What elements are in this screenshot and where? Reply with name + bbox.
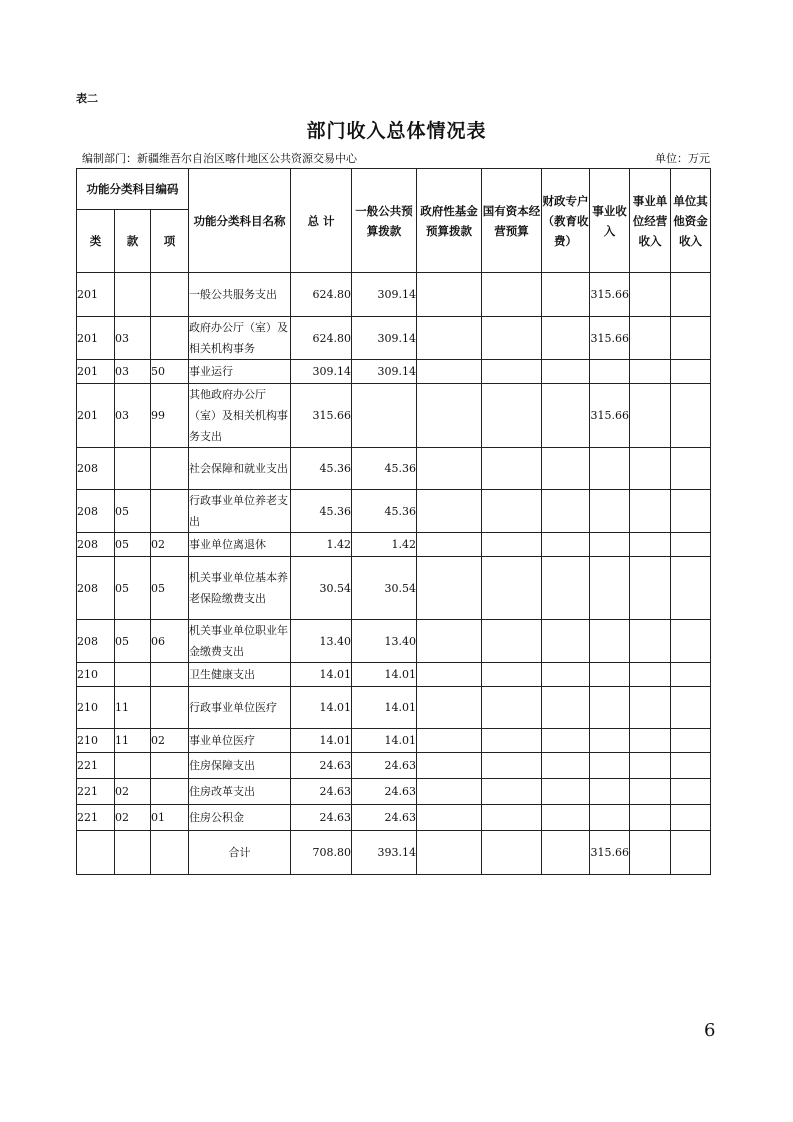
cell-fiscal-special [542,384,590,448]
cell-other-income [671,620,711,663]
cell-business-income [590,620,630,663]
cell-fiscal-special [542,620,590,663]
header-general-budget: 一般公共预算拨款 [352,169,417,273]
cell-total: 30.54 [291,557,352,620]
cell-kuan [115,663,151,687]
header-func-code: 功能分类科目编码 [77,169,189,210]
cell-unit-operating [630,317,671,360]
cell-func-name: 事业运行 [189,360,291,384]
cell-state-capital [482,729,542,753]
cell-lei: 221 [77,753,115,779]
cell-gov-fund [417,687,482,729]
cell-func-name: 卫生健康支出 [189,663,291,687]
table-row [77,490,711,533]
cell-kuan: 05 [115,490,151,533]
cell-total: 624.80 [291,317,352,360]
cell-unit-operating [630,620,671,663]
cell-state-capital [482,557,542,620]
cell-unit-operating [630,753,671,779]
cell-fiscal-special [542,687,590,729]
cell-kuan: 03 [115,360,151,384]
cell-func-name: 社会保障和就业支出 [189,448,291,490]
cell-gov-fund [417,448,482,490]
cell-lei: 208 [77,620,115,663]
table-row [77,317,711,360]
table-row [77,687,711,729]
cell-func-name: 住房公积金 [189,805,291,831]
cell-general-budget [352,384,417,448]
cell-other-income [671,729,711,753]
income-table [76,168,711,875]
cell-kuan [115,831,151,875]
cell-state-capital [482,533,542,557]
cell-business-income [590,557,630,620]
cell-xiang: 01 [151,805,189,831]
header-state-capital: 国有资本经营预算 [482,169,542,273]
cell-other-income [671,805,711,831]
page-title: 部门收入总体情况表 [306,120,487,142]
cell-xiang [151,317,189,360]
cell-xiang: 50 [151,360,189,384]
cell-general-budget: 14.01 [352,663,417,687]
header-total: 总 计 [291,169,352,273]
cell-fiscal-special [542,317,590,360]
cell-kuan: 05 [115,620,151,663]
cell-unit-operating [630,384,671,448]
cell-total: 309.14 [291,360,352,384]
cell-business-income: 315.66 [590,384,630,448]
table-row [77,533,711,557]
cell-gov-fund [417,805,482,831]
cell-other-income [671,557,711,620]
table-row [77,448,711,490]
cell-kuan: 03 [115,384,151,448]
cell-gov-fund [417,779,482,805]
cell-fiscal-special [542,753,590,779]
cell-xiang [151,687,189,729]
cell-fiscal-special [542,831,590,875]
cell-xiang [151,753,189,779]
cell-total: 14.01 [291,663,352,687]
cell-xiang: 06 [151,620,189,663]
cell-total: 13.40 [291,620,352,663]
cell-unit-operating [630,360,671,384]
header-unit-operating: 事业单位经营收入 [630,169,671,273]
cell-gov-fund [417,663,482,687]
cell-business-income [590,448,630,490]
cell-total: 45.36 [291,490,352,533]
cell-lei: 201 [77,317,115,360]
header-kuan: 款 [115,210,151,273]
table-row [77,360,711,384]
cell-total: 14.01 [291,729,352,753]
cell-xiang [151,448,189,490]
cell-unit-operating [630,663,671,687]
cell-fiscal-special [542,663,590,687]
cell-state-capital [482,753,542,779]
cell-business-income [590,779,630,805]
cell-other-income [671,317,711,360]
cell-general-budget: 309.14 [352,360,417,384]
cell-general-budget: 24.63 [352,779,417,805]
cell-xiang: 05 [151,557,189,620]
cell-gov-fund [417,753,482,779]
cell-general-budget: 14.01 [352,687,417,729]
cell-func-name: 机关事业单位基本养老保险缴费支出 [189,557,291,620]
cell-other-income [671,753,711,779]
cell-state-capital [482,805,542,831]
cell-business-income [590,533,630,557]
table-row [77,753,711,779]
cell-other-income [671,779,711,805]
cell-state-capital [482,448,542,490]
total-business-income: 315.66 [590,831,630,875]
cell-fiscal-special [542,448,590,490]
header-fiscal-special: 财政专户（教育收费） [542,169,590,273]
cell-business-income [590,360,630,384]
cell-kuan: 02 [115,779,151,805]
cell-fiscal-special [542,729,590,753]
cell-other-income [671,663,711,687]
cell-lei: 201 [77,360,115,384]
total-label: 合计 [189,831,291,875]
cell-total: 24.63 [291,805,352,831]
cell-state-capital [482,831,542,875]
cell-xiang [151,273,189,317]
cell-unit-operating [630,533,671,557]
cell-func-name: 行政事业单位医疗 [189,687,291,729]
unit-label: 单位：万元 [655,152,710,165]
cell-fiscal-special [542,360,590,384]
table-row [77,557,711,620]
cell-kuan: 03 [115,317,151,360]
cell-business-income [590,687,630,729]
cell-total: 1.42 [291,533,352,557]
cell-unit-operating [630,729,671,753]
table-row [77,663,711,687]
cell-fiscal-special [542,273,590,317]
cell-xiang: 02 [151,729,189,753]
cell-general-budget: 24.63 [352,753,417,779]
cell-func-name: 住房保障支出 [189,753,291,779]
cell-fiscal-special [542,490,590,533]
department-label: 编制部门：新疆维吾尔自治区喀什地区公共资源交易中心 [82,152,357,165]
cell-gov-fund [417,317,482,360]
cell-gov-fund [417,360,482,384]
cell-fiscal-special [542,805,590,831]
cell-general-budget: 24.63 [352,805,417,831]
cell-lei: 221 [77,805,115,831]
cell-fiscal-special [542,779,590,805]
cell-other-income [671,273,711,317]
cell-lei [77,831,115,875]
cell-fiscal-special [542,557,590,620]
cell-state-capital [482,663,542,687]
cell-func-name: 机关事业单位职业年金缴费支出 [189,620,291,663]
cell-general-budget: 13.40 [352,620,417,663]
cell-general-budget: 1.42 [352,533,417,557]
cell-total: 24.63 [291,779,352,805]
cell-state-capital [482,384,542,448]
cell-other-income [671,384,711,448]
table-row [77,620,711,663]
cell-lei: 221 [77,779,115,805]
header-xiang: 项 [151,210,189,273]
cell-other-income [671,448,711,490]
cell-xiang [151,490,189,533]
cell-func-name: 政府办公厅（室）及相关机构事务 [189,317,291,360]
cell-lei: 210 [77,687,115,729]
cell-other-income [671,533,711,557]
cell-func-name: 其他政府办公厅（室）及相关机构事务支出 [189,384,291,448]
cell-general-budget: 309.14 [352,273,417,317]
cell-unit-operating [630,687,671,729]
header-gov-fund: 政府性基金预算拨款 [417,169,482,273]
cell-other-income [671,490,711,533]
cell-lei: 208 [77,448,115,490]
cell-lei: 208 [77,533,115,557]
cell-total: 45.36 [291,448,352,490]
cell-state-capital [482,273,542,317]
cell-total: 315.66 [291,384,352,448]
cell-func-name: 事业单位离退休 [189,533,291,557]
header-lei: 类 [77,210,115,273]
page-number: 6 [704,1020,716,1041]
cell-state-capital [482,687,542,729]
cell-func-name: 行政事业单位养老支出 [189,490,291,533]
cell-kuan: 05 [115,533,151,557]
cell-func-name: 住房改革支出 [189,779,291,805]
cell-general-budget: 45.36 [352,490,417,533]
cell-total: 624.80 [291,273,352,317]
table-row [77,779,711,805]
cell-lei: 201 [77,273,115,317]
cell-xiang [151,663,189,687]
cell-func-name: 事业单位医疗 [189,729,291,753]
table-row [77,384,711,448]
cell-general-budget: 30.54 [352,557,417,620]
cell-gov-fund [417,557,482,620]
cell-gov-fund [417,831,482,875]
cell-business-income [590,805,630,831]
cell-kuan [115,753,151,779]
cell-fiscal-special [542,533,590,557]
cell-state-capital [482,620,542,663]
cell-xiang: 02 [151,533,189,557]
cell-business-income [590,490,630,533]
cell-business-income: 315.66 [590,317,630,360]
cell-state-capital [482,490,542,533]
cell-general-budget: 45.36 [352,448,417,490]
cell-xiang [151,831,189,875]
cell-lei: 208 [77,490,115,533]
cell-kuan [115,448,151,490]
cell-kuan: 11 [115,729,151,753]
cell-unit-operating [630,805,671,831]
cell-general-budget: 14.01 [352,729,417,753]
total-general-budget: 393.14 [352,831,417,875]
meta-row [82,150,710,166]
cell-business-income [590,753,630,779]
cell-kuan [115,273,151,317]
cell-gov-fund [417,729,482,753]
cell-other-income [671,360,711,384]
cell-lei: 208 [77,557,115,620]
cell-state-capital [482,317,542,360]
cell-unit-operating [630,557,671,620]
table-row [77,273,711,317]
table-body [77,273,711,875]
cell-gov-fund [417,533,482,557]
total-value: 708.80 [291,831,352,875]
cell-state-capital [482,779,542,805]
cell-lei: 210 [77,729,115,753]
cell-func-name: 一般公共服务支出 [189,273,291,317]
cell-other-income [671,831,711,875]
cell-total: 24.63 [291,753,352,779]
cell-unit-operating [630,273,671,317]
cell-kuan: 02 [115,805,151,831]
cell-unit-operating [630,779,671,805]
cell-kuan: 11 [115,687,151,729]
table-row [77,729,711,753]
cell-xiang [151,779,189,805]
cell-lei: 201 [77,384,115,448]
cell-unit-operating [630,448,671,490]
cell-other-income [671,687,711,729]
cell-business-income: 315.66 [590,273,630,317]
table-row [77,805,711,831]
cell-unit-operating [630,831,671,875]
cell-gov-fund [417,620,482,663]
cell-state-capital [482,360,542,384]
table-label: 表二 [76,92,98,105]
cell-business-income [590,663,630,687]
cell-gov-fund [417,384,482,448]
cell-gov-fund [417,490,482,533]
cell-business-income [590,729,630,753]
cell-lei: 210 [77,663,115,687]
cell-xiang: 99 [151,384,189,448]
cell-gov-fund [417,273,482,317]
total-row [77,831,711,875]
header-business-income: 事业收入 [590,169,630,273]
header-func-name: 功能分类科目名称 [189,169,291,273]
cell-unit-operating [630,490,671,533]
cell-general-budget: 309.14 [352,317,417,360]
cell-total: 14.01 [291,687,352,729]
cell-kuan: 05 [115,557,151,620]
header-other-income: 单位其他资金收入 [671,169,711,273]
